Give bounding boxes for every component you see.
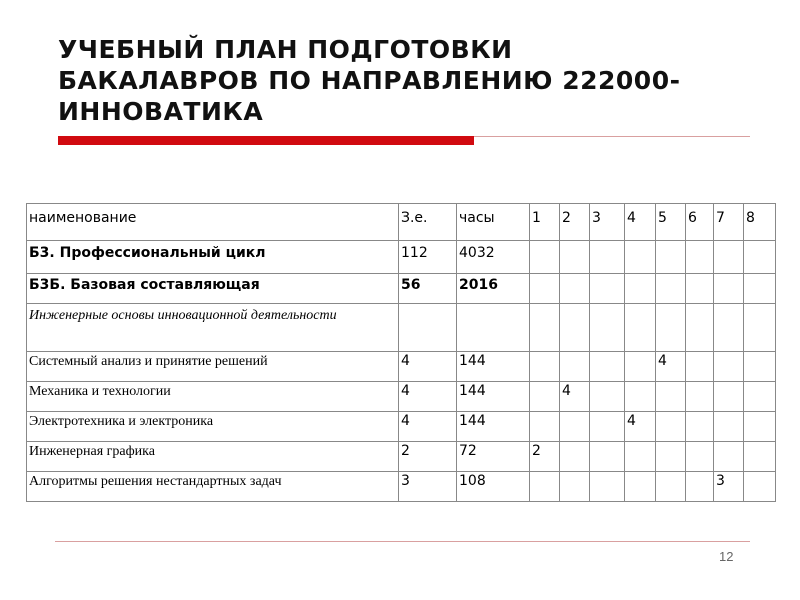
title-line-2: БАКАЛАВРОВ ПО НАПРАВЛЕНИЮ 222000- [58,66,681,95]
row-sem [530,352,560,382]
row-sem [625,352,656,382]
row-ze: 2 [399,442,457,472]
row-sem [714,352,744,382]
row-ze [399,304,457,352]
row-ze: 56 [399,274,457,304]
row-ze: 112 [399,241,457,274]
table-row [27,382,776,412]
page-number: 12 [719,549,734,564]
row-sem [656,382,686,412]
row-ze: 4 [399,352,457,382]
header-sem-1: 1 [530,204,560,241]
row-hours: 144 [457,352,530,382]
row-sem [744,382,776,412]
row-name: Механика и технологии [27,382,399,412]
row-sem [530,472,560,502]
row-sem [686,442,714,472]
row-sem [656,442,686,472]
row-sem: 4 [625,412,656,442]
page-title [58,34,758,127]
row-sem [686,472,714,502]
header-sem-7: 7 [714,204,744,241]
title-line-1: УЧЕБНЫЙ ПЛАН ПОДГОТОВКИ [58,35,513,64]
title-accent-bar [58,136,474,145]
row-name: Системный анализ и принятие решений [27,352,399,382]
row-hours: 72 [457,442,530,472]
row-sem [744,304,776,352]
row-sem [625,382,656,412]
title-divider-line [474,136,750,137]
row-sem [625,442,656,472]
table-row [27,472,776,502]
row-sem [656,304,686,352]
row-sem [656,472,686,502]
row-sem [590,382,625,412]
header-sem-2: 2 [560,204,590,241]
table-row [27,274,776,304]
row-sem [744,241,776,274]
row-name: Б3Б. Базовая составляющая [27,274,399,304]
row-sem [590,241,625,274]
row-sem [714,274,744,304]
row-ze: 4 [399,382,457,412]
row-sem: 4 [656,352,686,382]
row-ze: 3 [399,472,457,502]
row-sem [714,382,744,412]
row-sem [625,472,656,502]
row-hours: 144 [457,382,530,412]
row-name: Б3. Профессиональный цикл [27,241,399,274]
row-sem [530,382,560,412]
table-row [27,352,776,382]
row-sem [656,412,686,442]
row-name: Алгоритмы решения нестандартных задач [27,472,399,502]
table-header-row [27,204,776,241]
row-sem [686,412,714,442]
header-sem-8: 8 [744,204,776,241]
row-sem [625,274,656,304]
row-sem [530,412,560,442]
row-hours [457,304,530,352]
row-sem: 2 [530,442,560,472]
row-sem [714,412,744,442]
row-sem [560,304,590,352]
row-sem [625,241,656,274]
table-row [27,304,776,352]
row-hours: 4032 [457,241,530,274]
row-sem [560,442,590,472]
row-sem [560,274,590,304]
header-name: наименование [27,204,399,241]
row-ze: 4 [399,412,457,442]
row-name: Инженерная графика [27,442,399,472]
row-sem [686,241,714,274]
row-name: Электротехника и электроника [27,412,399,442]
row-sem [560,412,590,442]
row-sem [686,382,714,412]
row-sem [714,442,744,472]
row-sem [744,274,776,304]
row-sem: 3 [714,472,744,502]
row-sem [686,352,714,382]
row-sem [590,304,625,352]
row-sem [744,442,776,472]
header-sem-3: 3 [590,204,625,241]
row-sem [686,274,714,304]
row-sem [656,274,686,304]
row-sem [714,304,744,352]
row-hours: 108 [457,472,530,502]
row-sem [686,304,714,352]
row-sem [744,472,776,502]
header-sem-6: 6 [686,204,714,241]
row-sem [560,241,590,274]
row-sem [590,472,625,502]
curriculum-table [26,203,776,502]
row-sem [560,472,590,502]
table-row [27,241,776,274]
row-hours: 144 [457,412,530,442]
row-sem: 4 [560,382,590,412]
row-sem [530,241,560,274]
table-row [27,442,776,472]
row-sem [656,241,686,274]
row-sem [590,352,625,382]
row-sem [530,304,560,352]
row-sem [590,442,625,472]
row-sem [744,352,776,382]
row-sem [744,412,776,442]
header-sem-4: 4 [625,204,656,241]
row-name: Инженерные основы инновационной деятельности [27,304,399,352]
row-sem [560,352,590,382]
table-row [27,412,776,442]
row-sem [625,304,656,352]
row-sem [714,241,744,274]
row-hours: 2016 [457,274,530,304]
row-sem [590,274,625,304]
row-sem [530,274,560,304]
footer-divider-line [55,541,750,542]
header-sem-5: 5 [656,204,686,241]
header-ze: З.е. [399,204,457,241]
title-line-3: ИННОВАТИКА [58,97,264,126]
row-sem [590,412,625,442]
header-hours: часы [457,204,530,241]
